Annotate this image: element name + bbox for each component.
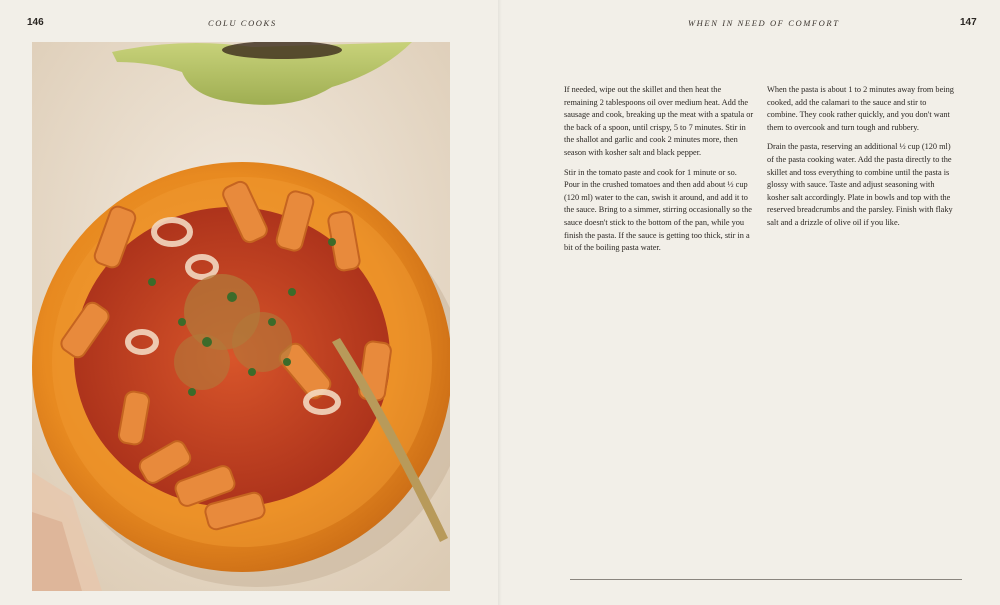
paragraph: If needed, wipe out the skillet and then heat the remaining 2 tablespoons oil over medium heat. Add the sausage and cook, breaking up the meat with a spatula or the back of a spoon, until crispy, 5 to 7 minutes. Stir in the shallot and garlic and cook 2 minutes more, then season with kosher salt and black pepper. (564, 85, 754, 157)
paragraph: Drain the pasta, reserving an additional ½ cup (120 ml) of the pasta cooking water. Add the pasta directly to the skillet and toss everything to combine until the pasta is glossy with sauce. Taste and adjust seasoning with kosher salt accordingly. Plate in bowls and top with the reserved breadcrumbs and the parsley. Finish with flaky salt and a drizzle of olive oil if you like. (767, 142, 953, 227)
paragraph: Stir in the tomato paste and cook for 1 minute or so. Pour in the crushed tomatoes and then add about ½ cup (120 ml) water to the can, swish it around, and add it to the sauce. Bring to a simmer, stirring occasionally so the sauce doesn't stick to the bottom of the pan, while you finish the pasta. If the sauce is getting too thick, stir in a bit of the boiling pasta water. (564, 167, 752, 253)
left-page-number: 146 (27, 17, 44, 28)
pasta-bowl-photo (32, 42, 450, 591)
bottom-rule (570, 579, 962, 580)
right-page-number: 147 (960, 17, 977, 28)
left-running-head: COLU COOKS (208, 18, 277, 28)
recipe-column-1 (564, 84, 754, 262)
gutter (498, 0, 502, 605)
recipe-column-2 (767, 84, 957, 237)
right-running-head: WHEN IN NEED OF COMFORT (688, 18, 840, 28)
paragraph: When the pasta is about 1 to 2 minutes away from being cooked, add the calamari to the sauce and stir to combine. They cook rather quickly, and you don't want them to overcook and turn tough and rubbery. (767, 85, 954, 132)
